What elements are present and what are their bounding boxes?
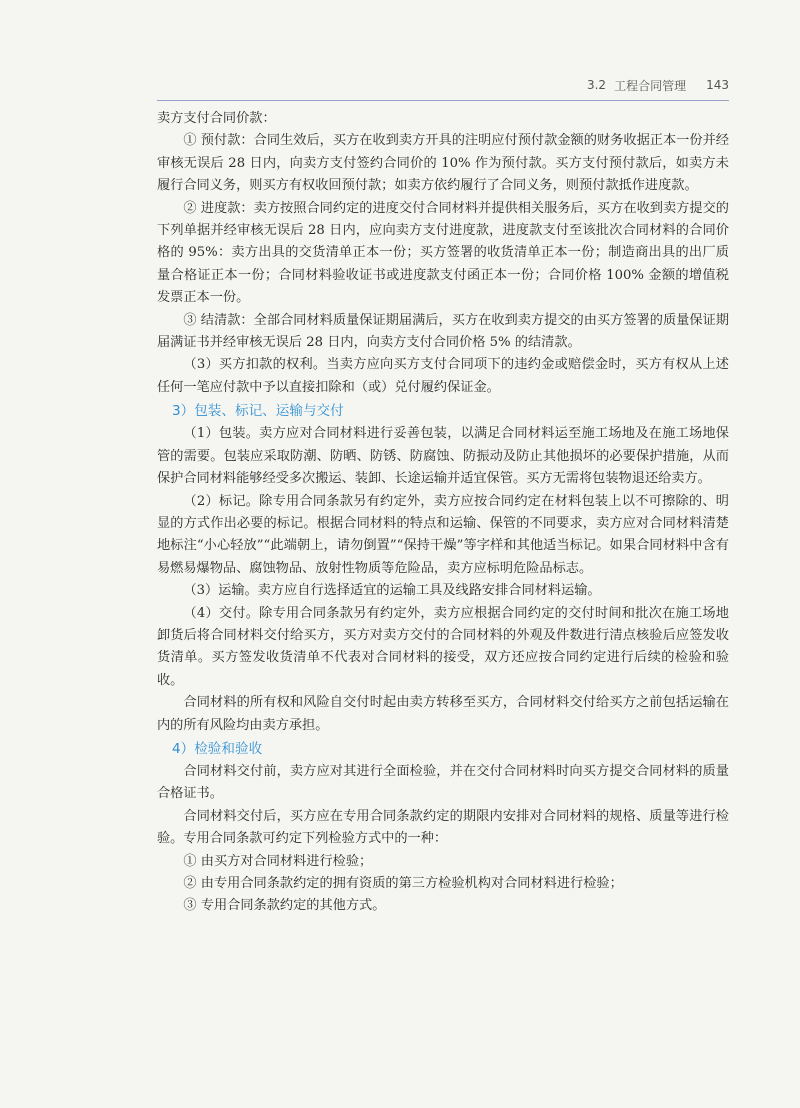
paragraph: ① 预付款：合同生效后，买方在收到卖方开具的注明应付预付款金额的财务收据正本一份并经审核无误后 28 日内，向卖方支付签约合同价的 10% 作为预付款。买方支付预付款后，如卖方未履行合同义务，则买方有权收回预付款；如卖方依约履行了合同义务，则预付款抵作进度款。	[157, 133, 729, 194]
section-heading: 3）包装、标记、运输与交付	[171, 403, 344, 420]
page-number: 143	[706, 78, 729, 92]
paragraph: 合同材料交付前，卖方应对其进行全面检验，并在交付合同材料时向买方提交合同材料的质量合格证书。	[157, 763, 729, 802]
paragraph: ① 由买方对合同材料进行检验；	[183, 853, 373, 869]
running-header	[157, 74, 729, 96]
paragraph: （4）交付。除专用合同条款另有约定外，卖方应根据合同约定的交付时间和批次在施工场地卸货后将合同材料交付给买方，买方对卖方交付的合同材料的外观及件数进行清点核验后应签发收货清单。买方签发收货清单不代表对合同材料的接受，双方还应按合同约定进行后续的检验和验收。	[157, 605, 729, 688]
paragraph: （1）包装。卖方应对合同材料进行妥善包装，以满足合同材料运至施工场地及在施工场地保管的需要。包装应采取防潮、防晒、防锈、防腐蚀、防振动及防止其他损坏的必要保护措施，从而保护合同材料能够经受多次搬运、装卸、长途运输并适宜保管。买方无需将包装物退还给卖方。	[157, 426, 729, 487]
paragraph: （3）运输。卖方应自行选择适宜的运输工具及线路安排合同材料运输。	[183, 583, 601, 599]
paragraph: 合同材料交付后，买方应在专用合同条款约定的期限内安排对合同材料的规格、质量等进行检验。专用合同条款可约定下列检验方式中的一种：	[157, 808, 729, 847]
paragraph: （2）标记。除专用合同条款另有约定外，卖方应按合同约定在材料包装上以不可擦除的、明显的方式作出必要的标记。根据合同材料的特点和运输、保管的不同要求，卖方应对合同材料清楚地标注“小心轻放”“此端朝上，请勿倒置”“保持干燥”等字样和其他适当标记。如果合同材料中含有易燃易爆物品、腐蚀物品、放射性物质等危险品，卖方应标明危险品标志。	[157, 493, 729, 576]
section-heading-wrap	[157, 399, 729, 423]
paragraph: ③ 结清款：全部合同材料质量保证期届满后，买方在收到卖方提交的由买方签署的质量保证期届满证书并经审核无误后 28 日内，向卖方支付合同价格 5% 的结清款。	[157, 312, 729, 351]
paragraph: ③ 专用合同条款约定的其他方式。	[183, 898, 386, 914]
section-heading-wrap	[157, 737, 729, 761]
paragraph: 卖方支付合同价款：	[157, 111, 276, 126]
paragraph: ② 进度款：卖方按照合同约定的进度交付合同材料并提供相关服务后，买方在收到卖方提交的下列单据并经审核无误后 28 日内，应向卖方支付进度款，进度款支付至该批次合同材料的合同价格的 95%：卖方出具的交货清单正本一份；买方签署的收货清单正本一份；制造商出具的出厂质量合格证正本一份；合同材料验收证书或进度款支付函正本一份；合同价格 100% 金额的增值税发票正本一份。	[157, 200, 729, 306]
section-heading: 4）检验和验收	[171, 740, 263, 757]
header-section-title: 工程合同管理	[614, 78, 687, 93]
paragraph: （3）买方扣款的权利。当卖方应向买方支付合同项下的违约金或赔偿金时，买方有权从上述任何一笔应付款中予以直接扣除和（或）兑付履约保证金。	[157, 357, 729, 395]
body-text	[157, 108, 729, 918]
paragraph: 合同材料的所有权和风险自交付时起由卖方转移至买方，合同材料交付给买方之前包括运输在内的所有风险均由卖方承担。	[157, 695, 729, 733]
paragraph: ② 由专用合同条款约定的拥有资质的第三方检验机构对合同材料进行检验；	[183, 876, 623, 891]
header-section-number: 3.2	[586, 78, 607, 92]
header-rule	[157, 100, 729, 101]
